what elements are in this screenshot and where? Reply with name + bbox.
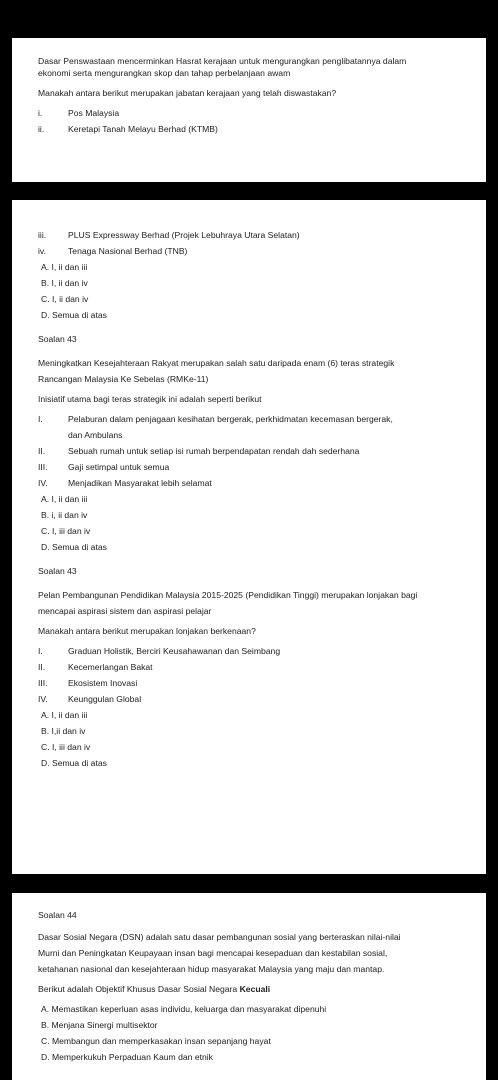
answer-option: C. Membangun dan memperkasakan insan sepanjang hayat — [41, 1036, 271, 1046]
item-text: Pelaburan dalam penjagaan kesihatan bergerak, perkhidmatan kecemasan bergerak, — [68, 414, 393, 424]
answer-option: B. Menjana Sinergi multisektor — [41, 1020, 158, 1030]
question-heading: Soalan 44 — [38, 910, 77, 920]
item-text: Kecemerlangan Bakat — [68, 662, 153, 672]
question-emphasis: Kecuali — [239, 984, 271, 994]
item-number: IV. — [38, 694, 48, 704]
list-item — [38, 477, 460, 489]
list-item — [38, 123, 460, 135]
item-number: i. — [38, 108, 43, 118]
item-number: I. — [38, 414, 43, 424]
list-item — [38, 229, 460, 241]
list-item — [38, 677, 460, 689]
statement-line: Rancangan Malaysia Ke Sebelas (RMKe-11) — [38, 374, 209, 384]
item-text: Gaji setimpal untuk semua — [68, 462, 170, 472]
item-number: IV. — [38, 478, 48, 488]
answer-option: C. I, iii dan iv — [41, 526, 91, 536]
answer-option: B. I, ii dan iv — [41, 278, 88, 288]
question-text — [38, 983, 460, 995]
item-number: III. — [38, 678, 48, 688]
item-number: iii. — [38, 230, 47, 240]
list-item — [38, 461, 460, 473]
answer-option: C. I, ii dan iv — [41, 294, 89, 304]
item-number: II. — [38, 662, 46, 672]
item-text: Graduan Holistik, Berciri Keusahawanan dan Seimbang — [68, 646, 281, 656]
item-text: Pos Malaysia — [68, 108, 120, 118]
question-text: Manakah antara berikut merupakan lonjakan berkenaan? — [38, 626, 256, 636]
document-page-3 — [12, 893, 486, 1080]
statement-line: Meningkatkan Kesejahteraan Rakyat merupakan salah satu daripada enam (6) teras strategik — [38, 358, 395, 368]
question-text: Inisiatif utama bagi teras strategik ini adalah seperti berikut — [38, 394, 262, 404]
statement-line: Murni dan Peningkatan Keupayaan insan bagi mencapai kesepaduan dan kestabilan sosial, — [38, 948, 388, 958]
document-page-2 — [12, 200, 486, 874]
answer-option: C. I, iii dan iv — [41, 742, 91, 752]
item-text: dan Ambulans — [68, 430, 123, 440]
answer-option: B. I,ii dan iv — [41, 726, 86, 736]
item-number: II. — [38, 446, 46, 456]
question-prefix: Berikut adalah Objektif Khusus Dasar Sosial Negara — [38, 984, 240, 994]
item-number: III. — [38, 462, 48, 472]
answer-option: D. Semua di atas — [41, 758, 107, 768]
item-number: I. — [38, 646, 43, 656]
statement-line: Dasar Penswastaan mencerminkan Hasrat kerajaan untuk mengurangkan penglibatannya dalam — [38, 56, 407, 66]
answer-option: D. Semua di atas — [41, 310, 107, 320]
statement-line: Pelan Pembangunan Pendidikan Malaysia 2015-2025 (Pendidikan Tinggi) merupakan lonjakan bagi — [38, 590, 418, 600]
item-text: PLUS Expressway Berhad (Projek Lebuhraya Utara Selatan) — [68, 230, 300, 240]
item-text: Keunggulan Global — [68, 694, 142, 704]
statement-line: Dasar Sosial Negara (DSN) adalah satu dasar pembangunan sosial yang berteraskan nilai-nilai — [38, 932, 401, 942]
question-heading: Soalan 43 — [38, 334, 77, 344]
statement-line: ekonomi serta mengurangkan skop dan tahap perbelanjaan awam — [38, 68, 291, 78]
list-item — [38, 445, 460, 457]
statement-line: ketahanan nasional dan kesejahteraan hidup masyarakat Malaysia yang maju dan mantap. — [38, 964, 385, 974]
answer-option: D. Semua di atas — [41, 542, 107, 552]
document-page-1 — [12, 38, 486, 182]
answer-option: B. i, ii dan iv — [41, 510, 88, 520]
answer-option: A. I, ii dan iii — [41, 494, 88, 504]
question-text: Manakah antara berikut merupakan jabatan kerajaan yang telah diswastakan? — [38, 88, 337, 98]
item-number: iv. — [38, 246, 46, 256]
item-text: Tenaga Nasional Berhad (TNB) — [68, 246, 188, 256]
statement-line: mencapai aspirasi sistem dan aspirasi pelajar — [38, 606, 212, 616]
item-number: ii. — [38, 124, 45, 134]
list-item — [38, 107, 460, 119]
item-text: Menjadikan Masyarakat lebih selamat — [68, 478, 212, 488]
question-heading: Soalan 43 — [38, 566, 77, 576]
list-item — [38, 413, 460, 441]
item-text: Ekosistem Inovasi — [68, 678, 138, 688]
answer-option: A. Memastikan keperluan asas individu, keluarga dan masyarakat dipenuhi — [41, 1004, 327, 1014]
item-text: Sebuah rumah untuk setiap isi rumah berpendapatan rendah dah sederhana — [68, 446, 360, 456]
list-item — [38, 693, 460, 705]
item-text: Keretapi Tanah Melayu Berhad (KTMB) — [68, 124, 218, 134]
answer-option: D. Memperkukuh Perpaduan Kaum dan etnik — [41, 1052, 213, 1062]
list-item — [38, 661, 460, 673]
answer-option: A. I, ii dan iii — [41, 710, 88, 720]
list-item — [38, 245, 460, 257]
answer-option: A. I, ii dan iii — [41, 262, 88, 272]
list-item — [38, 645, 460, 657]
